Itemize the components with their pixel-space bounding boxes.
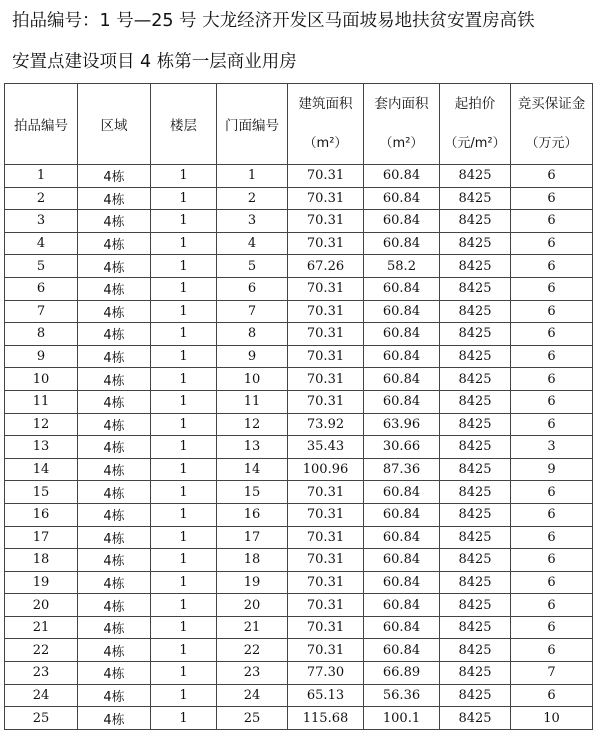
cell-door-no: 14 <box>217 458 288 481</box>
table-row <box>5 255 593 278</box>
cell-door-no: 10 <box>217 368 288 391</box>
document-title-line-1: 拍品编号：1 号—25 号 大龙经济开发区马面坡易地扶贫安置房高铁 <box>12 11 535 31</box>
cell-floor: 1 <box>151 210 217 233</box>
cell-deposit: 6 <box>511 300 593 323</box>
cell-area: 4栋 <box>78 232 151 255</box>
cell-build-area: 77.30 <box>288 662 364 685</box>
cell-start-price: 8425 <box>440 187 511 210</box>
cell-inner-area: 60.84 <box>364 345 440 368</box>
cell-deposit: 6 <box>511 503 593 526</box>
cell-door-no: 25 <box>217 707 288 730</box>
cell-area: 4栋 <box>78 210 151 233</box>
cell-build-area: 70.31 <box>288 187 364 210</box>
cell-lot-no: 16 <box>5 503 78 526</box>
cell-start-price: 8425 <box>440 639 511 662</box>
cell-start-price: 8425 <box>440 503 511 526</box>
table-row <box>5 684 593 707</box>
table-row <box>5 526 593 549</box>
cell-floor: 1 <box>151 277 217 300</box>
cell-start-price: 8425 <box>440 526 511 549</box>
cell-start-price: 8425 <box>440 571 511 594</box>
cell-area: 4栋 <box>78 390 151 413</box>
cell-lot-no: 10 <box>5 368 78 391</box>
cell-build-area: 70.31 <box>288 639 364 662</box>
cell-build-area: 70.31 <box>288 503 364 526</box>
cell-area: 4栋 <box>78 684 151 707</box>
cell-build-area: 70.31 <box>288 345 364 368</box>
cell-inner-area: 60.84 <box>364 390 440 413</box>
cell-floor: 1 <box>151 300 217 323</box>
cell-build-area: 70.31 <box>288 368 364 391</box>
cell-inner-area: 60.84 <box>364 300 440 323</box>
cell-inner-area: 87.36 <box>364 458 440 481</box>
header-build-area-unit: （m²） <box>303 136 348 151</box>
cell-lot-no: 8 <box>5 323 78 346</box>
table-row <box>5 662 593 685</box>
table-header-row <box>5 84 593 165</box>
cell-area: 4栋 <box>78 616 151 639</box>
cell-door-no: 11 <box>217 390 288 413</box>
cell-floor: 1 <box>151 526 217 549</box>
cell-start-price: 8425 <box>440 390 511 413</box>
cell-area: 4栋 <box>78 413 151 436</box>
cell-inner-area: 60.84 <box>364 571 440 594</box>
cell-deposit: 6 <box>511 165 593 188</box>
cell-lot-no: 20 <box>5 594 78 617</box>
cell-area: 4栋 <box>78 368 151 391</box>
cell-floor: 1 <box>151 390 217 413</box>
cell-door-no: 22 <box>217 639 288 662</box>
cell-deposit: 6 <box>511 390 593 413</box>
cell-door-no: 7 <box>217 300 288 323</box>
table-row <box>5 165 593 188</box>
cell-door-no: 2 <box>217 187 288 210</box>
cell-deposit: 6 <box>511 549 593 572</box>
cell-build-area: 70.31 <box>288 390 364 413</box>
cell-inner-area: 60.84 <box>364 594 440 617</box>
cell-floor: 1 <box>151 639 217 662</box>
cell-floor: 1 <box>151 187 217 210</box>
cell-area: 4栋 <box>78 707 151 730</box>
cell-lot-no: 13 <box>5 436 78 459</box>
cell-lot-no: 23 <box>5 662 78 685</box>
table-row <box>5 232 593 255</box>
cell-door-no: 24 <box>217 684 288 707</box>
cell-start-price: 8425 <box>440 684 511 707</box>
header-inner-area-unit: （m²） <box>379 136 424 151</box>
cell-deposit: 6 <box>511 413 593 436</box>
cell-build-area: 67.26 <box>288 255 364 278</box>
table-row <box>5 413 593 436</box>
cell-inner-area: 60.84 <box>364 549 440 572</box>
cell-lot-no: 14 <box>5 458 78 481</box>
cell-lot-no: 18 <box>5 549 78 572</box>
header-lot-no: 拍品编号 <box>5 84 78 165</box>
cell-inner-area: 63.96 <box>364 413 440 436</box>
cell-door-no: 21 <box>217 616 288 639</box>
cell-area: 4栋 <box>78 481 151 504</box>
cell-door-no: 6 <box>217 277 288 300</box>
cell-start-price: 8425 <box>440 300 511 323</box>
cell-door-no: 20 <box>217 594 288 617</box>
cell-start-price: 8425 <box>440 458 511 481</box>
cell-area: 4栋 <box>78 165 151 188</box>
cell-build-area: 70.31 <box>288 232 364 255</box>
cell-door-no: 3 <box>217 210 288 233</box>
cell-deposit: 6 <box>511 187 593 210</box>
cell-door-no: 12 <box>217 413 288 436</box>
table-row <box>5 458 593 481</box>
cell-lot-no: 1 <box>5 165 78 188</box>
cell-floor: 1 <box>151 616 217 639</box>
cell-start-price: 8425 <box>440 549 511 572</box>
cell-lot-no: 11 <box>5 390 78 413</box>
header-inner-area <box>364 84 440 165</box>
cell-lot-no: 2 <box>5 187 78 210</box>
cell-build-area: 70.31 <box>288 594 364 617</box>
cell-lot-no: 7 <box>5 300 78 323</box>
cell-floor: 1 <box>151 571 217 594</box>
cell-inner-area: 60.84 <box>364 277 440 300</box>
cell-deposit: 9 <box>511 458 593 481</box>
cell-build-area: 70.31 <box>288 323 364 346</box>
cell-area: 4栋 <box>78 639 151 662</box>
cell-area: 4栋 <box>78 277 151 300</box>
cell-start-price: 8425 <box>440 165 511 188</box>
cell-start-price: 8425 <box>440 345 511 368</box>
cell-build-area: 100.96 <box>288 458 364 481</box>
cell-lot-no: 4 <box>5 232 78 255</box>
cell-inner-area: 60.84 <box>364 368 440 391</box>
cell-area: 4栋 <box>78 187 151 210</box>
cell-start-price: 8425 <box>440 368 511 391</box>
cell-area: 4栋 <box>78 323 151 346</box>
cell-lot-no: 3 <box>5 210 78 233</box>
table-row <box>5 345 593 368</box>
cell-start-price: 8425 <box>440 277 511 300</box>
header-deposit-unit: （万元） <box>525 136 578 151</box>
cell-inner-area: 58.2 <box>364 255 440 278</box>
cell-area: 4栋 <box>78 526 151 549</box>
table-row <box>5 549 593 572</box>
cell-inner-area: 30.66 <box>364 436 440 459</box>
header-start-price-unit: （元/m²） <box>444 136 506 151</box>
cell-door-no: 16 <box>217 503 288 526</box>
header-inner-area-label: 套内面积 <box>374 96 429 112</box>
cell-door-no: 5 <box>217 255 288 278</box>
cell-inner-area: 60.84 <box>364 323 440 346</box>
cell-floor: 1 <box>151 549 217 572</box>
cell-door-no: 17 <box>217 526 288 549</box>
cell-build-area: 70.31 <box>288 481 364 504</box>
cell-door-no: 9 <box>217 345 288 368</box>
cell-start-price: 8425 <box>440 232 511 255</box>
cell-build-area: 73.92 <box>288 413 364 436</box>
auction-lots-table <box>4 83 593 730</box>
cell-start-price: 8425 <box>440 413 511 436</box>
cell-build-area: 115.68 <box>288 707 364 730</box>
cell-floor: 1 <box>151 503 217 526</box>
table-row <box>5 390 593 413</box>
table-row <box>5 503 593 526</box>
cell-door-no: 13 <box>217 436 288 459</box>
cell-deposit: 6 <box>511 277 593 300</box>
cell-build-area: 70.31 <box>288 549 364 572</box>
cell-floor: 1 <box>151 458 217 481</box>
cell-build-area: 70.31 <box>288 616 364 639</box>
table-row <box>5 594 593 617</box>
cell-deposit: 6 <box>511 210 593 233</box>
cell-area: 4栋 <box>78 436 151 459</box>
cell-door-no: 15 <box>217 481 288 504</box>
cell-deposit: 6 <box>511 345 593 368</box>
cell-lot-no: 15 <box>5 481 78 504</box>
cell-floor: 1 <box>151 165 217 188</box>
cell-door-no: 23 <box>217 662 288 685</box>
cell-build-area: 35.43 <box>288 436 364 459</box>
cell-area: 4栋 <box>78 458 151 481</box>
cell-deposit: 6 <box>511 255 593 278</box>
cell-door-no: 8 <box>217 323 288 346</box>
cell-area: 4栋 <box>78 345 151 368</box>
cell-inner-area: 60.84 <box>364 526 440 549</box>
table-row <box>5 300 593 323</box>
cell-floor: 1 <box>151 684 217 707</box>
cell-deposit: 6 <box>511 571 593 594</box>
cell-area: 4栋 <box>78 662 151 685</box>
cell-door-no: 4 <box>217 232 288 255</box>
header-floor: 楼层 <box>151 84 217 165</box>
cell-lot-no: 19 <box>5 571 78 594</box>
cell-deposit: 3 <box>511 436 593 459</box>
cell-start-price: 8425 <box>440 616 511 639</box>
header-door-no: 门面编号 <box>217 84 288 165</box>
cell-area: 4栋 <box>78 594 151 617</box>
cell-floor: 1 <box>151 707 217 730</box>
cell-inner-area: 60.84 <box>364 187 440 210</box>
cell-lot-no: 17 <box>5 526 78 549</box>
table-row <box>5 481 593 504</box>
table-body <box>5 165 593 730</box>
cell-floor: 1 <box>151 255 217 278</box>
cell-build-area: 70.31 <box>288 210 364 233</box>
cell-build-area: 70.31 <box>288 165 364 188</box>
header-start-price <box>440 84 511 165</box>
cell-inner-area: 100.1 <box>364 707 440 730</box>
document-title-line-2: 安置点建设项目 4 栋第一层商业用房 <box>12 52 297 72</box>
table-row <box>5 707 593 730</box>
cell-deposit: 6 <box>511 368 593 391</box>
header-area: 区域 <box>78 84 151 165</box>
cell-door-no: 19 <box>217 571 288 594</box>
cell-floor: 1 <box>151 368 217 391</box>
cell-deposit: 6 <box>511 481 593 504</box>
cell-lot-no: 9 <box>5 345 78 368</box>
cell-floor: 1 <box>151 436 217 459</box>
cell-floor: 1 <box>151 413 217 436</box>
table-row <box>5 436 593 459</box>
header-start-price-label: 起拍价 <box>454 96 496 112</box>
table-row <box>5 616 593 639</box>
cell-start-price: 8425 <box>440 323 511 346</box>
cell-lot-no: 25 <box>5 707 78 730</box>
cell-floor: 1 <box>151 594 217 617</box>
header-build-area-label: 建筑面积 <box>298 96 353 112</box>
cell-lot-no: 5 <box>5 255 78 278</box>
cell-floor: 1 <box>151 345 217 368</box>
cell-area: 4栋 <box>78 549 151 572</box>
cell-deposit: 6 <box>511 684 593 707</box>
cell-build-area: 70.31 <box>288 571 364 594</box>
cell-area: 4栋 <box>78 571 151 594</box>
cell-start-price: 8425 <box>440 594 511 617</box>
cell-deposit: 10 <box>511 707 593 730</box>
cell-lot-no: 24 <box>5 684 78 707</box>
cell-start-price: 8425 <box>440 662 511 685</box>
cell-start-price: 8425 <box>440 707 511 730</box>
table-row <box>5 639 593 662</box>
cell-start-price: 8425 <box>440 255 511 278</box>
cell-inner-area: 56.36 <box>364 684 440 707</box>
cell-inner-area: 60.84 <box>364 639 440 662</box>
table-row <box>5 277 593 300</box>
cell-inner-area: 66.89 <box>364 662 440 685</box>
cell-deposit: 6 <box>511 639 593 662</box>
cell-build-area: 65.13 <box>288 684 364 707</box>
cell-build-area: 70.31 <box>288 526 364 549</box>
cell-lot-no: 12 <box>5 413 78 436</box>
cell-inner-area: 60.84 <box>364 232 440 255</box>
table-row <box>5 323 593 346</box>
cell-build-area: 70.31 <box>288 277 364 300</box>
header-deposit <box>511 84 593 165</box>
cell-deposit: 7 <box>511 662 593 685</box>
table-row <box>5 187 593 210</box>
cell-build-area: 70.31 <box>288 300 364 323</box>
cell-start-price: 8425 <box>440 436 511 459</box>
cell-lot-no: 21 <box>5 616 78 639</box>
cell-deposit: 6 <box>511 232 593 255</box>
cell-lot-no: 22 <box>5 639 78 662</box>
cell-deposit: 6 <box>511 526 593 549</box>
cell-start-price: 8425 <box>440 210 511 233</box>
cell-floor: 1 <box>151 323 217 346</box>
table-row <box>5 571 593 594</box>
cell-inner-area: 60.84 <box>364 503 440 526</box>
cell-area: 4栋 <box>78 503 151 526</box>
cell-inner-area: 60.84 <box>364 210 440 233</box>
cell-deposit: 6 <box>511 616 593 639</box>
cell-deposit: 6 <box>511 594 593 617</box>
cell-area: 4栋 <box>78 255 151 278</box>
header-build-area <box>288 84 364 165</box>
cell-floor: 1 <box>151 662 217 685</box>
cell-door-no: 18 <box>217 549 288 572</box>
cell-floor: 1 <box>151 481 217 504</box>
cell-area: 4栋 <box>78 300 151 323</box>
cell-floor: 1 <box>151 232 217 255</box>
cell-inner-area: 60.84 <box>364 481 440 504</box>
cell-deposit: 6 <box>511 323 593 346</box>
table-row <box>5 210 593 233</box>
table-row <box>5 368 593 391</box>
cell-door-no: 1 <box>217 165 288 188</box>
cell-inner-area: 60.84 <box>364 165 440 188</box>
header-deposit-label: 竞买保证金 <box>517 96 586 112</box>
cell-start-price: 8425 <box>440 481 511 504</box>
cell-inner-area: 60.84 <box>364 616 440 639</box>
cell-lot-no: 6 <box>5 277 78 300</box>
